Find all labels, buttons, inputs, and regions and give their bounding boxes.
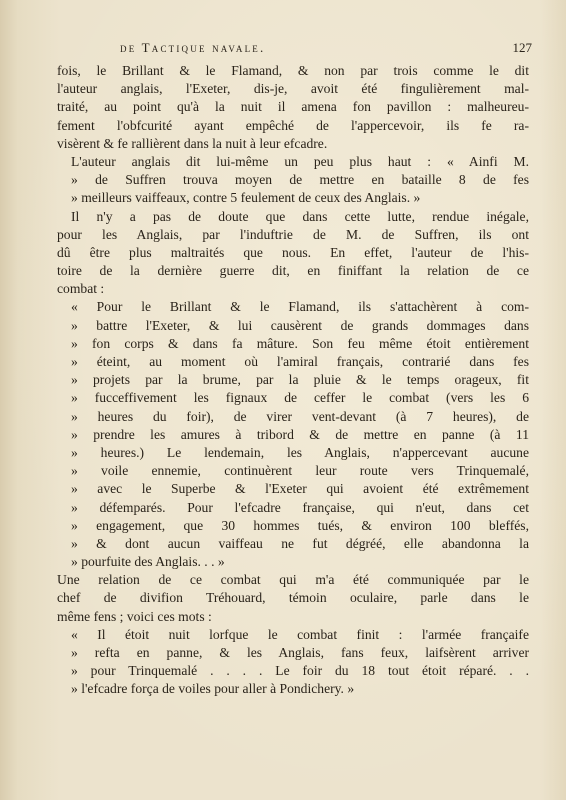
text-line: » & dont aucun vaiffeau ne fut dégréé, elle abandonna la: [71, 535, 529, 551]
page-number: 127: [512, 40, 532, 55]
text-line: chef de divifion Tréhouard, témoin oculaire, parle dans le: [57, 590, 529, 606]
running-title: de Tactique navale.: [120, 40, 266, 55]
text-line: » défemparés. Pour l'efcadre française, qui n'eut, dans cet: [71, 499, 529, 515]
text-line: visèrent & fe rallièrent dans la nuit à leur efcadre.: [57, 135, 328, 151]
text-line: » éteint, au moment où l'amiral français, contrarié dans fes: [71, 354, 529, 369]
body-text: [57, 62, 529, 699]
text-line: pour les Anglais, par l'induftrie de M. de Suffren, ils ont: [57, 226, 529, 242]
text-line: Il n'y a pas de doute que dans cette lutte, rendue inégale,: [71, 208, 529, 224]
text-line: » heures du foir), de virer vent-devant (à 7 heures), de: [71, 408, 529, 424]
text-line: » de Suffren trouva moyen de mettre en bataille 8 de fes: [71, 172, 529, 188]
text-line: l'auteur anglais, l'Exeter, dis-je, avoit été fingulièrement mal-: [57, 81, 529, 97]
text-line: » fon corps & dans fa mâture. Son feu même étoit entièrement: [71, 335, 529, 351]
text-line: fois, le Brillant & le Flamand, & non par trois comme le dit: [57, 63, 529, 78]
text-line: traité, au point qu'à la nuit il amena fon pavillon : malheureu-: [57, 99, 529, 115]
text-line: Une relation de ce combat qui m'a été communiquée par le: [57, 572, 529, 588]
text-line: L'auteur anglais dit lui-même un peu plus haut : « Ainfi M.: [71, 153, 529, 169]
text-line: même fens ; voici ces mots :: [57, 608, 212, 624]
text-line: » meilleurs vaiffeaux, contre 5 feulement de ceux des Anglais. »: [71, 190, 421, 206]
text-line: » avec le Superbe & l'Exeter qui avoient été extrêmement: [71, 481, 529, 497]
text-line: combat :: [57, 281, 105, 297]
text-line: » pour Trinquemalé . . . . Le foir du 18 tout étoit réparé. . .: [71, 663, 529, 679]
text-line: » voile ennemie, continuèrent leur route vers Trinquemalé,: [71, 463, 529, 479]
text-line: « Pour le Brillant & le Flamand, ils s'attachèrent à com-: [71, 299, 529, 315]
text-line: » l'efcadre força de voiles pour aller à Pondichery. »: [71, 681, 355, 697]
text-line: » engagement, que 30 hommes tués, & environ 100 bleffés,: [71, 517, 529, 533]
text-line: toire de la dernière guerre dit, en finiffant la relation de ce: [57, 263, 529, 279]
text-line: » projets par la brume, par la pluie & le temps orageux, fit: [71, 372, 529, 388]
text-line: dû être plus maltraités que nous. En effet, l'auteur de l'his-: [57, 244, 529, 260]
text-line: fement l'obfcurité ayant empêché de l'appercevoir, ils fe ra-: [57, 117, 529, 133]
text-line: » pourfuite des Anglais. . . »: [71, 554, 225, 570]
page-header: [60, 40, 532, 60]
text-line: « Il étoit nuit lorfque le combat finit : l'armée françaife: [71, 626, 529, 642]
text-line: » prendre les amures à tribord & de mettre en panne (à 11: [71, 426, 529, 442]
text-line: » refta en panne, & les Anglais, fans feux, laifsèrent arriver: [71, 645, 529, 660]
text-line: » fucceffivement les fignaux de ceffer le combat (vers les 6: [71, 390, 529, 406]
text-line: » heures.) Le lendemain, les Anglais, n'appercevant aucune: [71, 444, 529, 460]
text-line: » battre l'Exeter, & lui causèrent de grands dommages dans: [71, 317, 529, 333]
